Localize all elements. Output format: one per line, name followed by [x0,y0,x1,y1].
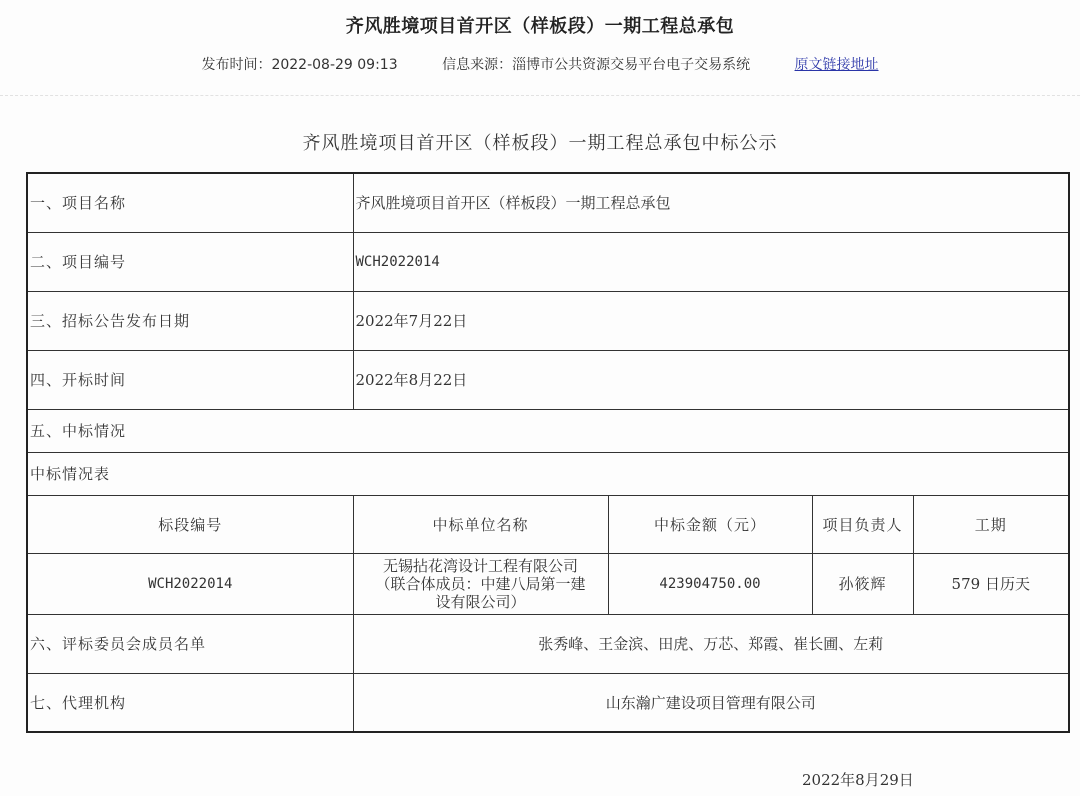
label-tender-date: 三、招标公告发布日期 [27,291,353,350]
value-project-number: WCH2022014 [353,232,1069,291]
label-committee: 六、评标委员会成员名单 [27,614,353,673]
announcement-table [26,172,1070,733]
value-tender-date: 2022年7月22日 [353,291,1069,350]
document-title: 齐风胜境项目首开区（样板段）一期工程总承包中标公示 [302,133,778,154]
source-name: 淄博市公共资源交易平台电子交易系统 [512,57,751,73]
bid-table-row [27,553,1069,614]
cell-section-no: WCH2022014 [27,553,353,614]
label-opening-time: 四、开标时间 [27,350,353,409]
header-section-no: 标段编号 [27,495,353,553]
page-title: 齐风胜境项目首开区（样板段）一期工程总承包 [345,16,735,37]
publish-info [201,54,397,74]
winner-line-3: 设有限公司） [435,592,526,611]
announcement-date: 2022年8月29日 [802,771,914,789]
row-section-five [27,409,1069,452]
value-committee: 张秀峰、王金滨、田虎、万芯、郑霞、崔长圃、左莉 [353,614,1069,673]
row-project-number [27,232,1069,291]
label-agency: 七、代理机构 [27,673,353,732]
header-manager: 项目负责人 [812,495,913,553]
label-project-name: 一、项目名称 [27,173,353,232]
meta-bar [0,54,1080,74]
publish-label: 发布时间： [201,57,272,73]
row-project-name [27,173,1069,232]
source-label: 信息来源： [442,57,513,73]
bid-table-header [27,495,1069,553]
row-committee [27,614,1069,673]
header-winner: 中标单位名称 [353,495,608,553]
publish-time: 2022-08-29 09:13 [271,57,398,73]
value-agency: 山东瀚广建设项目管理有限公司 [353,673,1069,732]
winner-line-1: 无锡拈花湾设计工程有限公司 [382,556,578,575]
cell-duration: 579 日历天 [913,553,1069,614]
value-project-name: 齐风胜境项目首开区（样板段）一期工程总承包 [353,173,1069,232]
row-opening-time [27,350,1069,409]
value-opening-time: 2022年8月22日 [353,350,1069,409]
source-info [442,54,750,74]
cell-winner [353,553,608,614]
header-divider [0,95,1080,96]
cell-amount: 423904750.00 [608,553,812,614]
header-amount: 中标金额（元） [608,495,812,553]
cell-manager: 孙筱辉 [812,553,913,614]
original-link[interactable]: 原文链接地址 [794,57,879,73]
bid-table-title: 中标情况表 [27,452,1069,495]
label-project-number: 二、项目编号 [27,232,353,291]
header-duration: 工期 [913,495,1069,553]
section-five-heading: 五、中标情况 [27,409,1069,452]
winner-line-2: （联合体成员：中建八局第一建 [375,574,586,593]
row-bid-table-title [27,452,1069,495]
row-agency [27,673,1069,732]
row-tender-date [27,291,1069,350]
